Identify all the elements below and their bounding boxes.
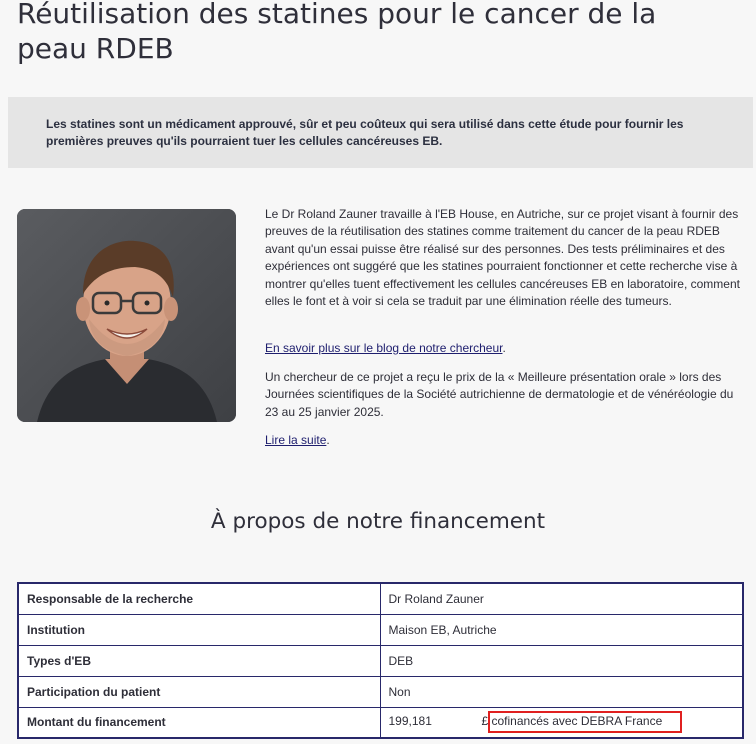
funding-table [17, 582, 744, 739]
blog-link[interactable]: En savoir plus sur le blog de notre chercheur [265, 341, 503, 355]
funding-section-title: À propos de notre financement [210, 509, 546, 534]
row-label: Responsable de la recherche [18, 583, 380, 614]
article-paragraph-1: Le Dr Roland Zauner travaille à l'EB House, en Autriche, sur ce projet visant à fournir des preuves de la réutilisation des statines comme traitement du cancer de la peau RDEB avant qu'un essai puisse être réalisé sur des personnes. Des tests préliminaires et des expériences ont suggéré que les statines pourraient fonctionner et cette recherche vise à montrer qu'elles tuent effectivement les cellules cancéreuses EB en laboratoire, comment elles le font et à voir si cela se traduit par une élimination réelle des tumeurs. [265, 207, 740, 309]
article-paragraph-2: Un chercheur de ce projet a reçu le prix de la « Meilleure présentation orale » lors des Journées scientifiques de la Société autrichienne de dermatologie et de vénéréologie du 23 au 25 janvier 2025. [265, 370, 734, 419]
table-row [18, 707, 743, 738]
row-value: Maison EB, Autriche [380, 614, 743, 645]
table-row [18, 614, 743, 645]
page-title: Réutilisation des statines pour le cancer de la peau RDEB [17, 0, 657, 65]
row-value: DEB [380, 645, 743, 676]
row-label: Montant du financement [18, 707, 380, 738]
table-row [18, 645, 743, 676]
read-more-line [265, 432, 743, 449]
blog-link-suffix: . [502, 341, 506, 355]
row-label: Types d'EB [18, 645, 380, 676]
row-label: Institution [18, 614, 380, 645]
intro-summary-text: Les statines sont un médicament approuvé, sûr et peu coûteux qui sera utilisé dans cette étude pour fournir les premières preuves qu'ils pourraient tuer les cellules cancéreuses EB. [46, 117, 684, 148]
funding-currency: £ [481, 714, 489, 729]
funding-amount-cell [380, 707, 743, 738]
researcher-photo [17, 209, 236, 422]
cofunding-note-highlight [488, 711, 683, 733]
intro-summary-box [8, 97, 753, 168]
row-value: Non [380, 676, 743, 707]
researcher-portrait-image [17, 209, 236, 422]
cofunding-note: cofinancés avec DEBRA France [491, 714, 663, 729]
read-more-link[interactable]: Lire la suite [265, 433, 327, 447]
row-label: Participation du patient [18, 676, 380, 707]
funding-amount-value: 199,181 [388, 714, 432, 729]
table-row [18, 676, 743, 707]
blog-link-line [265, 340, 743, 357]
row-value: Dr Roland Zauner [380, 583, 743, 614]
read-more-suffix: . [326, 433, 330, 447]
table-row [18, 583, 743, 614]
